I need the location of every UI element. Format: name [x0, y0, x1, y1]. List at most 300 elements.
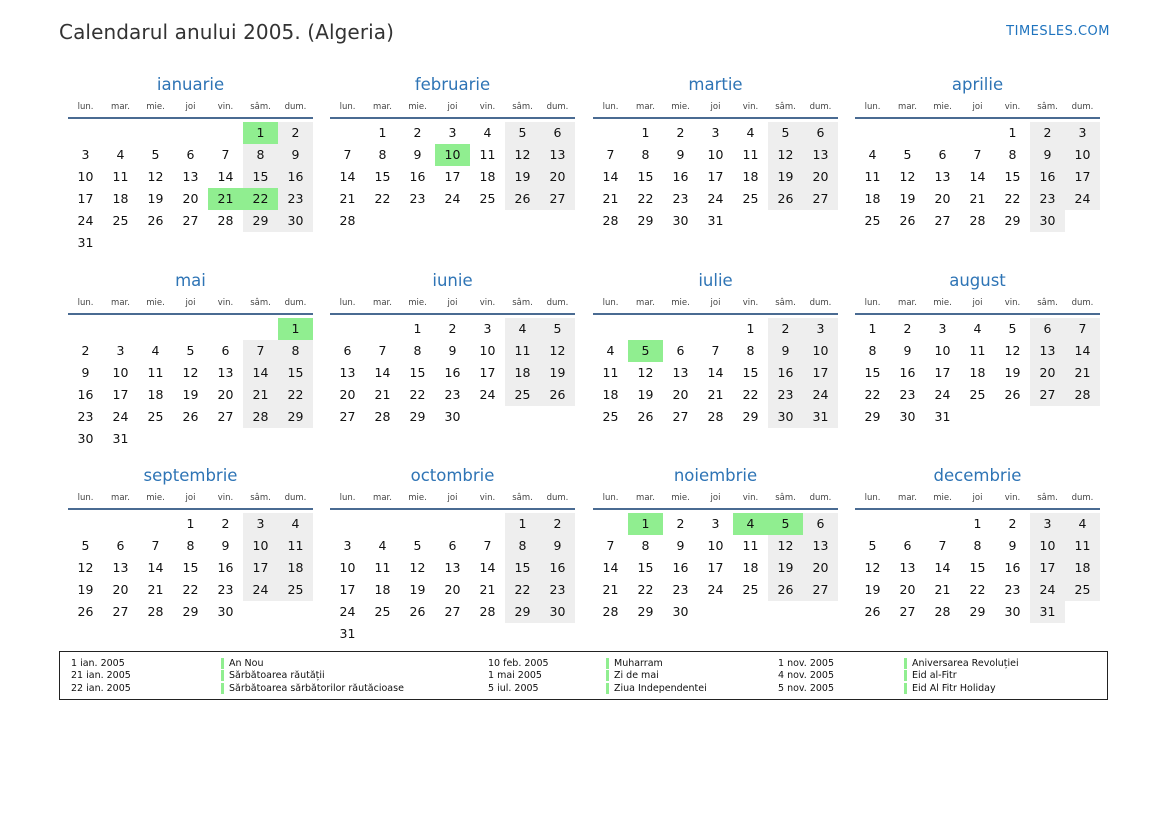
legend-holiday-name: Sărbătoarea răutății — [221, 670, 325, 681]
weekday-header — [855, 97, 1100, 119]
day-cell: 3 — [243, 513, 278, 535]
day-cell: 20 — [1030, 362, 1065, 384]
day-cell: 12 — [147, 169, 164, 184]
day-cell: 25 — [602, 409, 619, 424]
day-cell: 25 — [742, 191, 759, 206]
day-cell: 2 — [278, 122, 313, 144]
day-cell: 29 — [742, 409, 759, 424]
weekday-header — [330, 488, 575, 510]
day-cell: 7 — [1065, 318, 1100, 340]
brand-link[interactable]: TIMESLES.COM — [1006, 24, 1110, 39]
day-cell: 11 — [969, 343, 986, 358]
day-cell: 14 — [217, 169, 234, 184]
day-cell: 25 — [278, 579, 313, 601]
empty-cell — [330, 122, 365, 144]
weekday-label: mar. — [111, 298, 130, 308]
day-cell: 25 — [969, 387, 986, 402]
day-cell: 2 — [768, 318, 803, 340]
day-cell: 12 — [182, 365, 199, 380]
day-cell: 19 — [1004, 365, 1021, 380]
day-cell: 28 — [374, 409, 391, 424]
empty-cell — [365, 318, 400, 340]
weekday-label: dum. — [1071, 102, 1094, 112]
weekday-header — [330, 97, 575, 119]
day-cell: 23 — [768, 384, 803, 406]
day-cell: 9 — [1030, 144, 1065, 166]
day-cell: 17 — [803, 362, 838, 384]
day-cell: 18 — [278, 557, 313, 579]
holiday-day-cell: 1 — [628, 513, 663, 535]
day-cell: 11 — [112, 169, 129, 184]
weekday-label: joi — [710, 102, 721, 112]
day-cell: 14 — [147, 560, 164, 575]
day-cell: 16 — [672, 169, 689, 184]
weekday-label: joi — [972, 298, 983, 308]
holiday-day-cell: 1 — [243, 122, 278, 144]
day-cell: 28 — [339, 213, 356, 228]
day-cell: 27 — [182, 213, 199, 228]
day-cell: 26 — [768, 188, 803, 210]
weekday-label: dum. — [546, 493, 569, 503]
day-cell: 6 — [803, 122, 838, 144]
day-cell: 29 — [409, 409, 426, 424]
weekday-label: sâm. — [775, 493, 796, 503]
day-cell: 17 — [243, 557, 278, 579]
day-cell: 4 — [746, 125, 755, 140]
day-cell: 16 — [409, 169, 426, 184]
weekday-label: mar. — [898, 298, 917, 308]
weekday-label: mie. — [933, 493, 952, 503]
day-cell: 31 — [77, 235, 94, 250]
day-cell: 3 — [711, 125, 720, 140]
day-cell: 30 — [899, 409, 916, 424]
day-cell: 9 — [221, 538, 230, 553]
day-cell: 31 — [112, 431, 129, 446]
weekday-label: lun. — [602, 493, 619, 503]
day-cell: 2 — [81, 343, 90, 358]
weekday-label: mar. — [111, 102, 130, 112]
day-cell: 21 — [934, 582, 951, 597]
day-cell: 29 — [864, 409, 881, 424]
weekday-label: joi — [185, 493, 196, 503]
days-grid — [330, 318, 575, 428]
day-cell: 8 — [413, 343, 422, 358]
day-cell: 26 — [864, 604, 881, 619]
days-grid — [68, 122, 313, 254]
days-grid — [855, 513, 1100, 623]
day-cell: 9 — [278, 144, 313, 166]
weekday-label: sâm. — [512, 493, 533, 503]
legend-entry — [778, 657, 1019, 670]
weekday-label: mie. — [933, 102, 952, 112]
day-cell: 27 — [899, 604, 916, 619]
weekday-label: vin. — [742, 493, 759, 503]
weekday-header — [593, 97, 838, 119]
day-cell: 6 — [116, 538, 125, 553]
day-cell: 10 — [803, 340, 838, 362]
day-cell: 20 — [934, 191, 951, 206]
day-cell: 10 — [112, 365, 129, 380]
day-cell: 15 — [637, 169, 654, 184]
day-cell: 7 — [221, 147, 230, 162]
day-cell: 23 — [672, 191, 689, 206]
legend-entry — [71, 670, 404, 683]
day-cell: 21 — [243, 384, 278, 406]
empty-cell — [890, 122, 925, 144]
day-cell: 26 — [182, 409, 199, 424]
weekday-label: mar. — [111, 493, 130, 503]
day-cell: 11 — [742, 538, 759, 553]
day-cell: 14 — [479, 560, 496, 575]
weekday-header — [330, 293, 575, 315]
day-cell: 24 — [707, 582, 724, 597]
day-cell: 24 — [444, 191, 461, 206]
day-cell: 5 — [413, 538, 422, 553]
day-cell: 26 — [409, 604, 426, 619]
day-cell: 16 — [77, 387, 94, 402]
weekday-label: sâm. — [775, 102, 796, 112]
day-cell: 8 — [186, 538, 195, 553]
weekday-label: sâm. — [512, 298, 533, 308]
day-cell: 3 — [1065, 122, 1100, 144]
day-cell: 1 — [868, 321, 877, 336]
day-cell: 1 — [413, 321, 422, 336]
day-cell: 25 — [479, 191, 496, 206]
day-cell: 9 — [903, 343, 912, 358]
day-cell: 23 — [409, 191, 426, 206]
day-cell: 22 — [864, 387, 881, 402]
day-cell: 24 — [243, 579, 278, 601]
day-cell: 8 — [868, 343, 877, 358]
legend-holiday-name: Ziua Independentei — [606, 683, 707, 694]
day-cell: 30 — [217, 604, 234, 619]
day-cell: 4 — [151, 343, 160, 358]
day-cell: 6 — [803, 513, 838, 535]
day-cell: 15 — [637, 560, 654, 575]
day-cell: 15 — [243, 166, 278, 188]
weekday-label: joi — [447, 298, 458, 308]
weekday-label: sâm. — [775, 298, 796, 308]
weekday-header — [68, 293, 313, 315]
weekday-label: mie. — [671, 102, 690, 112]
day-cell: 14 — [969, 169, 986, 184]
day-cell: 22 — [278, 384, 313, 406]
day-cell: 19 — [864, 582, 881, 597]
day-cell: 22 — [1004, 191, 1021, 206]
empty-cell — [855, 513, 890, 535]
empty-cell — [68, 122, 103, 144]
month-name: iunie — [432, 271, 473, 290]
days-grid — [855, 122, 1100, 232]
day-cell: 16 — [1030, 166, 1065, 188]
day-cell: 17 — [707, 169, 724, 184]
legend-entry — [71, 682, 404, 695]
day-cell: 3 — [116, 343, 125, 358]
day-cell: 3 — [343, 538, 352, 553]
day-cell: 27 — [934, 213, 951, 228]
day-cell: 19 — [182, 387, 199, 402]
legend-entry — [488, 657, 707, 670]
day-cell: 11 — [505, 340, 540, 362]
day-cell: 5 — [151, 147, 160, 162]
empty-cell — [960, 122, 995, 144]
day-cell: 21 — [707, 387, 724, 402]
weekday-label: dum. — [809, 493, 832, 503]
day-cell: 30 — [540, 601, 575, 623]
day-cell: 7 — [606, 538, 615, 553]
month-decembrie — [855, 464, 1100, 623]
weekday-label: mar. — [898, 102, 917, 112]
day-cell: 25 — [742, 582, 759, 597]
empty-cell — [68, 318, 103, 340]
day-cell: 17 — [77, 191, 94, 206]
holiday-day-cell: 21 — [208, 188, 243, 210]
day-cell: 26 — [147, 213, 164, 228]
weekday-label: lun. — [864, 102, 881, 112]
weekday-label: joi — [710, 493, 721, 503]
day-cell: 16 — [899, 365, 916, 380]
day-cell: 9 — [540, 535, 575, 557]
day-cell: 29 — [637, 604, 654, 619]
day-cell: 18 — [742, 169, 759, 184]
empty-cell — [925, 513, 960, 535]
weekday-label: joi — [185, 298, 196, 308]
day-cell: 6 — [540, 122, 575, 144]
weekday-label: dum. — [284, 298, 307, 308]
weekday-label: lun. — [77, 298, 94, 308]
day-cell: 17 — [112, 387, 129, 402]
day-cell: 7 — [378, 343, 387, 358]
day-cell: 3 — [448, 125, 457, 140]
day-cell: 16 — [1004, 560, 1021, 575]
day-cell: 8 — [505, 535, 540, 557]
day-cell: 27 — [672, 409, 689, 424]
legend-date: 1 ian. 2005 — [71, 657, 125, 669]
month-octombrie — [330, 464, 575, 645]
weekday-label: joi — [447, 102, 458, 112]
day-cell: 21 — [602, 191, 619, 206]
day-cell: 23 — [1004, 582, 1021, 597]
legend-column — [778, 657, 1019, 695]
day-cell: 18 — [112, 191, 129, 206]
month-noiembrie — [593, 464, 838, 623]
day-cell: 17 — [479, 365, 496, 380]
day-cell: 21 — [479, 582, 496, 597]
empty-cell — [103, 513, 138, 535]
day-cell: 28 — [479, 604, 496, 619]
weekday-label: mar. — [898, 493, 917, 503]
empty-cell — [593, 122, 628, 144]
day-cell: 27 — [444, 604, 461, 619]
month-aprilie — [855, 73, 1100, 232]
empty-cell — [173, 318, 208, 340]
day-cell: 14 — [934, 560, 951, 575]
weekday-label: lun. — [602, 102, 619, 112]
weekday-label: mie. — [146, 102, 165, 112]
day-cell: 25 — [864, 213, 881, 228]
day-cell: 15 — [182, 560, 199, 575]
day-cell: 15 — [864, 365, 881, 380]
legend-column — [71, 657, 404, 695]
day-cell: 30 — [672, 604, 689, 619]
day-cell: 23 — [1030, 188, 1065, 210]
day-cell: 12 — [899, 169, 916, 184]
legend-date: 10 feb. 2005 — [488, 657, 549, 669]
legend-holiday-name: Sărbătoarea sărbătorilor răutăcioase — [221, 683, 404, 694]
day-cell: 30 — [444, 409, 461, 424]
day-cell: 8 — [1008, 147, 1017, 162]
day-cell: 12 — [505, 144, 540, 166]
day-cell: 4 — [505, 318, 540, 340]
day-cell: 11 — [864, 169, 881, 184]
empty-cell — [330, 513, 365, 535]
legend-holiday-name: An Nou — [221, 658, 263, 669]
day-cell: 9 — [676, 147, 685, 162]
day-cell: 13 — [339, 365, 356, 380]
day-cell: 21 — [1065, 362, 1100, 384]
day-cell: 16 — [540, 557, 575, 579]
day-cell: 29 — [182, 604, 199, 619]
legend-holiday-name: Eid Al Fitr Holiday — [904, 683, 996, 694]
day-cell: 6 — [903, 538, 912, 553]
day-cell: 26 — [505, 188, 540, 210]
legend-entry — [488, 682, 707, 695]
day-cell: 28 — [934, 604, 951, 619]
day-cell: 29 — [637, 213, 654, 228]
month-februarie — [330, 73, 575, 232]
empty-cell — [330, 318, 365, 340]
day-cell: 26 — [77, 604, 94, 619]
day-cell: 16 — [768, 362, 803, 384]
day-cell: 28 — [147, 604, 164, 619]
weekday-label: dum. — [284, 493, 307, 503]
day-cell: 4 — [278, 513, 313, 535]
day-cell: 21 — [602, 582, 619, 597]
day-cell: 6 — [676, 343, 685, 358]
day-cell: 6 — [343, 343, 352, 358]
weekday-label: lun. — [77, 102, 94, 112]
empty-cell — [593, 513, 628, 535]
day-cell: 23 — [444, 387, 461, 402]
weekday-label: lun. — [339, 493, 356, 503]
legend-holiday-name: Eid al-Fitr — [904, 670, 957, 681]
weekday-label: vin. — [479, 493, 496, 503]
weekday-label: lun. — [77, 493, 94, 503]
day-cell: 26 — [899, 213, 916, 228]
day-cell: 23 — [77, 409, 94, 424]
day-cell: 19 — [899, 191, 916, 206]
day-cell: 19 — [637, 387, 654, 402]
day-cell: 20 — [803, 166, 838, 188]
weekday-label: mar. — [636, 298, 655, 308]
day-cell: 12 — [409, 560, 426, 575]
day-cell: 10 — [1030, 535, 1065, 557]
empty-cell — [435, 513, 470, 535]
day-cell: 25 — [505, 384, 540, 406]
empty-cell — [855, 122, 890, 144]
day-cell: 12 — [768, 535, 803, 557]
day-cell: 28 — [707, 409, 724, 424]
weekday-header — [855, 293, 1100, 315]
day-cell: 10 — [339, 560, 356, 575]
weekday-label: lun. — [339, 102, 356, 112]
weekday-label: joi — [185, 102, 196, 112]
weekday-label: vin. — [1004, 102, 1021, 112]
day-cell: 26 — [1004, 387, 1021, 402]
day-cell: 13 — [444, 560, 461, 575]
day-cell: 23 — [899, 387, 916, 402]
day-cell: 13 — [934, 169, 951, 184]
legend-column — [488, 657, 707, 695]
day-cell: 12 — [540, 340, 575, 362]
days-grid — [330, 122, 575, 232]
weekday-label: mar. — [636, 493, 655, 503]
day-cell: 14 — [339, 169, 356, 184]
day-cell: 13 — [803, 535, 838, 557]
weekday-header — [68, 488, 313, 510]
day-cell: 10 — [707, 538, 724, 553]
day-cell: 28 — [602, 604, 619, 619]
empty-cell — [103, 122, 138, 144]
day-cell: 1 — [1008, 125, 1017, 140]
day-cell: 16 — [672, 560, 689, 575]
day-cell: 14 — [243, 362, 278, 384]
day-cell: 25 — [1065, 579, 1100, 601]
day-cell: 18 — [969, 365, 986, 380]
weekday-label: sâm. — [250, 298, 271, 308]
day-cell: 12 — [864, 560, 881, 575]
day-cell: 22 — [182, 582, 199, 597]
weekday-label: sâm. — [1037, 102, 1058, 112]
empty-cell — [628, 318, 663, 340]
days-grid — [593, 318, 838, 428]
day-cell: 8 — [641, 147, 650, 162]
day-cell: 20 — [444, 582, 461, 597]
weekday-label: mie. — [671, 493, 690, 503]
day-cell: 21 — [374, 387, 391, 402]
day-cell: 28 — [969, 213, 986, 228]
days-grid — [593, 513, 838, 623]
empty-cell — [663, 318, 698, 340]
day-cell: 10 — [77, 169, 94, 184]
weekday-label: sâm. — [512, 102, 533, 112]
weekday-label: mar. — [373, 102, 392, 112]
day-cell: 24 — [112, 409, 129, 424]
day-cell: 20 — [112, 582, 129, 597]
day-cell: 24 — [339, 604, 356, 619]
day-cell: 21 — [147, 582, 164, 597]
weekday-label: dum. — [1071, 493, 1094, 503]
day-cell: 28 — [217, 213, 234, 228]
weekday-label: vin. — [742, 102, 759, 112]
day-cell: 4 — [606, 343, 615, 358]
day-cell: 10 — [479, 343, 496, 358]
day-cell: 11 — [147, 365, 164, 380]
holiday-day-cell: 5 — [768, 513, 803, 535]
day-cell: 13 — [540, 144, 575, 166]
day-cell: 22 — [637, 582, 654, 597]
day-cell: 8 — [641, 538, 650, 553]
day-cell: 20 — [540, 166, 575, 188]
weekday-label: mie. — [408, 493, 427, 503]
day-cell: 5 — [540, 318, 575, 340]
day-cell: 5 — [505, 122, 540, 144]
day-cell: 17 — [707, 560, 724, 575]
day-cell: 23 — [540, 579, 575, 601]
day-cell: 8 — [243, 144, 278, 166]
day-cell: 29 — [505, 601, 540, 623]
day-cell: 9 — [1008, 538, 1017, 553]
